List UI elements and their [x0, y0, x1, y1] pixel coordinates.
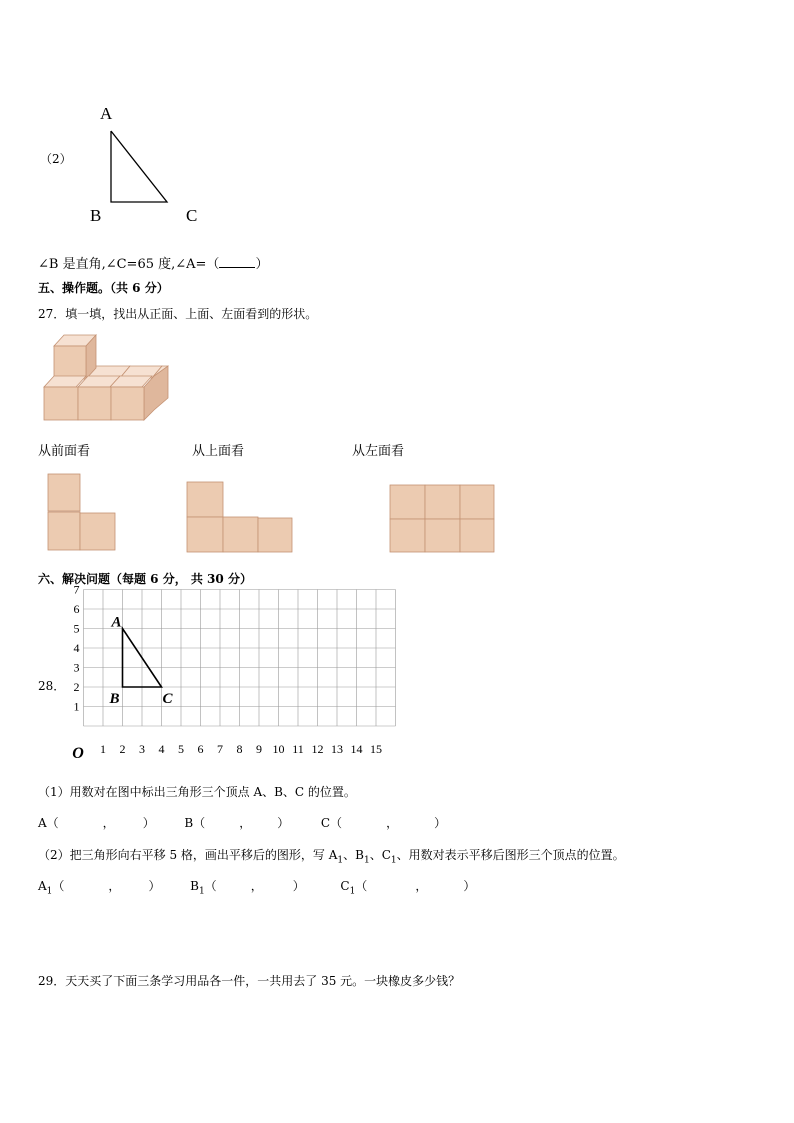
question-28-1: （1）用数对在图中标出三角形三个顶点 A、B、C 的位置。 — [38, 785, 356, 799]
front-view-shape — [47, 473, 119, 553]
point-label-c: C — [162, 691, 173, 707]
y-tick-label: 7 — [73, 582, 80, 597]
answer-b1-open: （ — [204, 879, 217, 893]
answer-c1-label: C — [340, 879, 350, 893]
x-tick-label: 2 — [119, 742, 126, 756]
cube-stack-3d — [40, 330, 175, 425]
angle-statement — [38, 253, 268, 272]
y-tick-label: 1 — [73, 699, 80, 714]
grid-lines — [84, 590, 396, 727]
answer-c1-open: （ — [355, 879, 368, 893]
subscript-1: 1 — [349, 886, 356, 897]
question-28-2 — [38, 846, 625, 865]
subscript-1: 1 — [46, 886, 53, 897]
x-tick-label: 15 — [370, 742, 382, 756]
comma: ， — [250, 879, 263, 893]
y-axis-ticks — [74, 583, 80, 714]
x-tick-label: 11 — [292, 742, 304, 756]
subscript-1: 1 — [337, 855, 344, 866]
x-tick-label: 1 — [100, 742, 106, 756]
point-label-a: A — [111, 614, 122, 631]
comma: ， — [102, 816, 115, 830]
vertex-label-a: A — [100, 104, 113, 123]
view-top-label: 从上面看 — [192, 444, 245, 459]
origin-label: O — [72, 745, 84, 762]
coordinate-grid — [60, 582, 390, 763]
x-tick-label: 9 — [256, 742, 262, 756]
answer-b-open: B（ — [184, 816, 206, 830]
answer-a1-label: A — [38, 879, 47, 893]
q28-2-sep1: 、B — [343, 848, 364, 862]
q28-2-sep2: 、C — [369, 848, 391, 862]
q28-2-prefix: （2）把三角形向右平移 5 格，画出平移后的图形，写 A — [38, 848, 338, 862]
y-tick-label: 4 — [73, 641, 80, 655]
answer-blank[interactable] — [219, 256, 255, 268]
answer-a-open: A（ — [38, 816, 59, 830]
x-tick-label: 12 — [311, 742, 324, 756]
comma: ， — [108, 879, 121, 893]
statement-prefix: ∠B 是直角,∠C=65 度,∠A=（ — [38, 257, 220, 272]
answer-b1-label: B — [190, 879, 199, 893]
question-28-number: 28． — [38, 679, 66, 693]
question-27: 27．填一填，找出从正面、上面、左面看到的形状。 — [38, 307, 318, 321]
subscript-1: 1 — [363, 855, 370, 866]
answer-row-a1b1c1 — [38, 877, 475, 896]
x-tick-label: 14 — [350, 742, 363, 756]
y-tick-label: 2 — [73, 680, 80, 694]
section-5-title: 五、操作题。（共 6 分） — [38, 281, 169, 295]
answer-c-open: C（ — [320, 816, 343, 830]
comma: ， — [415, 879, 428, 893]
x-tick-label: 5 — [178, 742, 184, 756]
x-tick-label: 3 — [139, 742, 145, 756]
subscript-1: 1 — [390, 855, 397, 866]
comma: ， — [239, 816, 252, 830]
section-6-title: 六、解决问题（每题 6 分， 共 30 分） — [38, 572, 252, 586]
comma: ， — [386, 816, 399, 830]
x-tick-label: 10 — [272, 742, 285, 756]
x-axis-ticks — [100, 742, 382, 756]
right-triangle — [105, 125, 175, 210]
answer-a-close: ） — [142, 816, 155, 830]
vertex-label-b: B — [90, 206, 102, 225]
x-tick-label: 13 — [331, 742, 343, 756]
y-tick-label: 3 — [73, 660, 80, 675]
answer-c-close: ） — [434, 816, 447, 830]
left-view-shape — [389, 484, 499, 556]
y-tick-label: 6 — [73, 602, 80, 616]
answer-a1-close: ） — [148, 879, 161, 893]
view-left-label: 从左面看 — [352, 444, 405, 459]
answer-b1-close: ） — [292, 879, 305, 893]
top-view-shape — [186, 481, 296, 556]
x-tick-label: 6 — [197, 742, 204, 756]
answer-c1-close: ） — [463, 879, 476, 893]
x-tick-label: 4 — [158, 742, 165, 756]
statement-suffix: ） — [255, 257, 269, 272]
x-tick-label: 7 — [217, 742, 223, 756]
question-29: 29．天天买了下面三条学习用品各一件，一共用去了 35 元。一块橡皮多少钱？ — [38, 974, 461, 988]
x-tick-label: 8 — [236, 742, 243, 756]
view-front-label: 从前面看 — [38, 444, 91, 459]
subscript-1: 1 — [198, 886, 205, 897]
q28-2-suffix: 、用数对表示平移后图形三个顶点的位置。 — [396, 848, 625, 862]
vertex-label-c: C — [186, 206, 198, 225]
question-number: （2） — [40, 152, 72, 166]
answer-a1-open: （ — [52, 879, 65, 893]
answer-row-abc — [38, 814, 446, 831]
answer-b-close: ） — [277, 816, 290, 830]
point-label-b: B — [109, 691, 120, 707]
y-tick-label: 5 — [73, 621, 80, 636]
